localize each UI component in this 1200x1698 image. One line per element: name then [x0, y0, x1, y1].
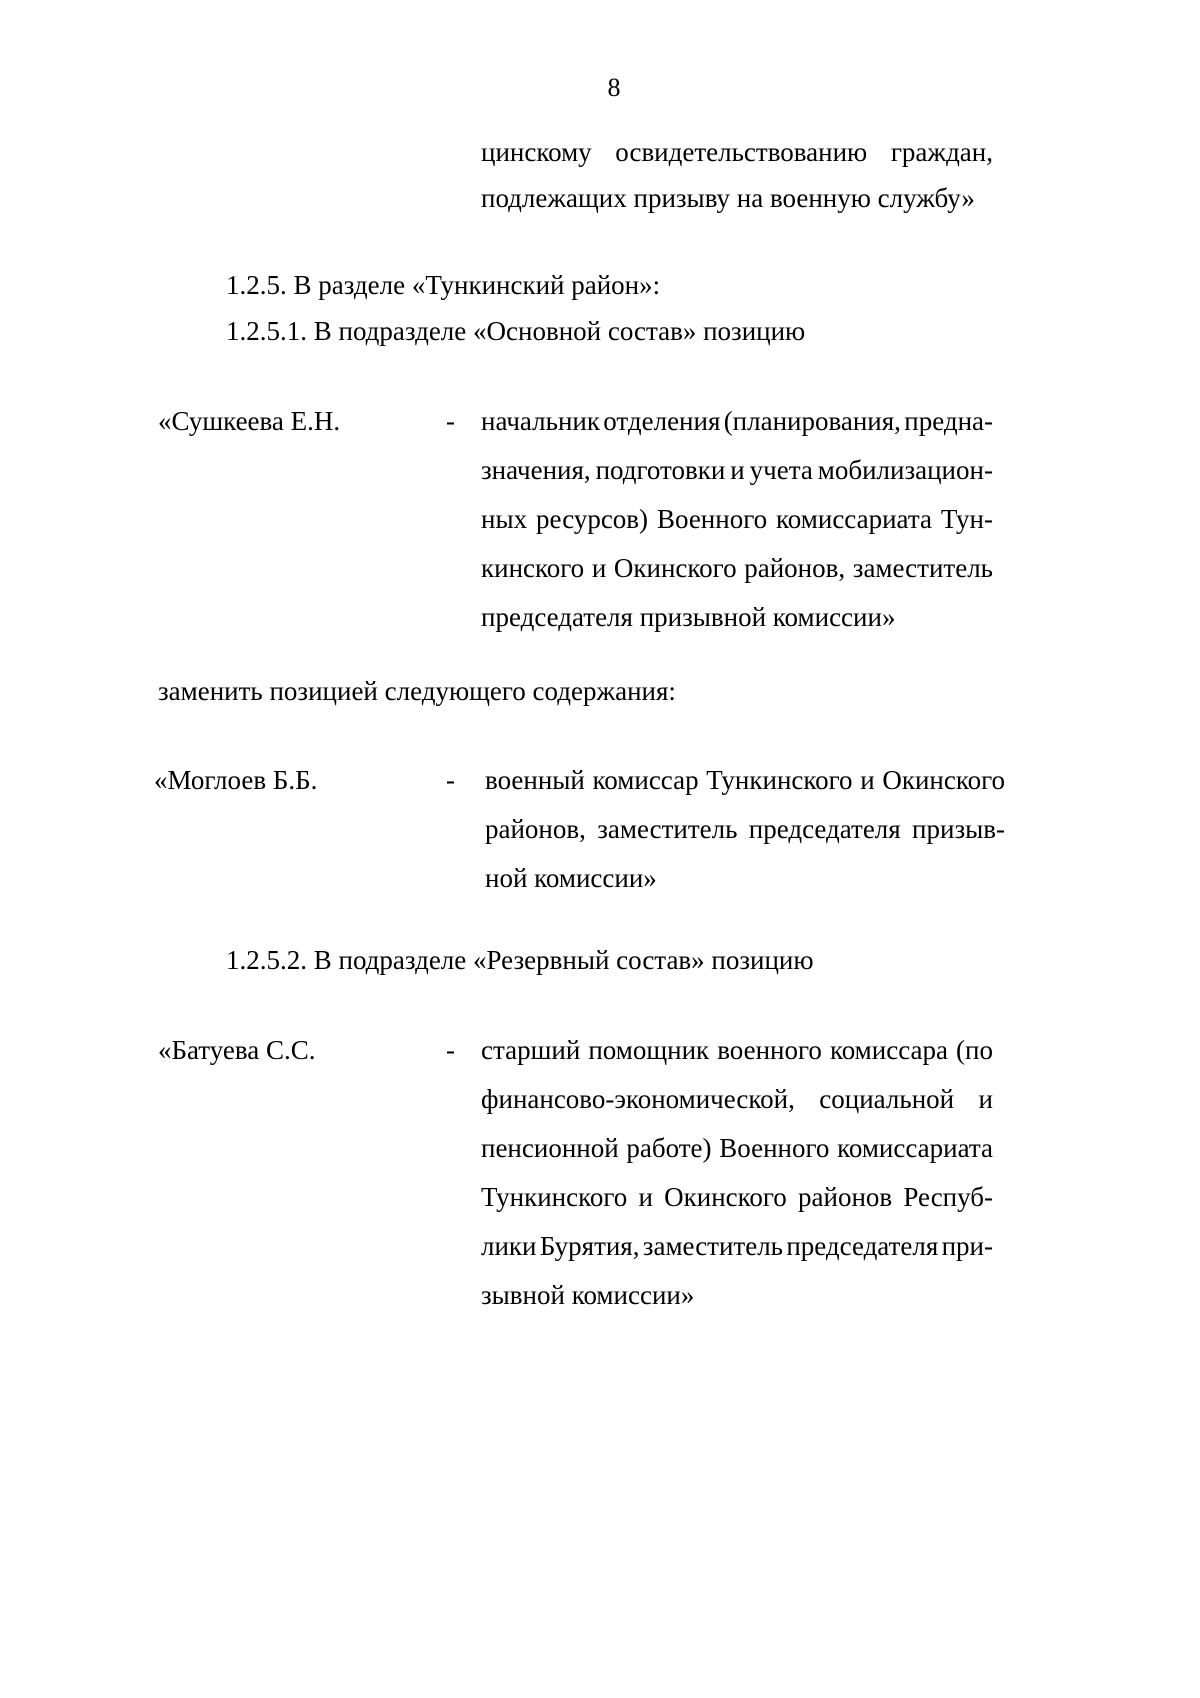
word: мобилизацион- — [817, 455, 993, 485]
entry-dash: - — [446, 765, 455, 795]
word: значения, — [481, 455, 591, 485]
word: и — [730, 455, 745, 485]
word: комиссара — [829, 1035, 948, 1065]
entry-line — [481, 1229, 993, 1278]
replace-instruction: заменить позицией следующего содержания: — [158, 676, 676, 706]
word: финансово-экономической, — [481, 1084, 795, 1114]
word: районов, — [744, 553, 846, 583]
entry-text-batueva — [481, 1033, 993, 1327]
word: и — [978, 1084, 993, 1114]
word: Военного — [656, 504, 768, 534]
word: Бурятия, — [539, 1231, 640, 1261]
word: ресурсов) — [536, 504, 649, 534]
word: и — [591, 553, 607, 583]
word: военного — [717, 1035, 822, 1065]
word: начальник — [481, 406, 600, 436]
word: (планирования, — [723, 406, 901, 436]
word: Окинского — [664, 1182, 787, 1212]
section-heading-1-2-5-1: 1.2.5.1. В подразделе «Основной состав» позицию — [226, 316, 806, 346]
entry-line — [481, 404, 993, 453]
entry-text-mogloev — [485, 763, 1005, 910]
continuation-line-2: подлежащих призыву на военную службу» — [481, 183, 975, 213]
word: кинского — [481, 553, 585, 583]
word: заместитель — [642, 1231, 783, 1261]
entry-line — [485, 812, 1005, 861]
word: комиссариата — [776, 504, 932, 534]
entry-last-line: председателя призывной комиссии» — [481, 602, 896, 632]
word: районов — [798, 1182, 893, 1212]
word: и — [860, 765, 875, 795]
word: военный — [485, 765, 585, 795]
entry-line — [481, 1131, 993, 1180]
word: Окинского — [882, 765, 1005, 795]
continuation-word: освидетельствованию — [615, 137, 868, 167]
entry-text-sushkeeva — [481, 404, 993, 649]
entry-line — [481, 1082, 993, 1131]
word: помощник — [588, 1035, 710, 1065]
entry-line — [481, 502, 993, 551]
word: учета — [749, 455, 813, 485]
entry-line — [481, 453, 993, 502]
entry-name-batueva: «Батуева С.С. — [158, 1035, 316, 1065]
word: Тункинского — [481, 1182, 628, 1212]
word: Окинского — [613, 553, 737, 583]
entry-line — [481, 1033, 993, 1082]
section-heading-1-2-5: 1.2.5. В разделе «Тункинский район»: — [226, 270, 661, 300]
continuation-word: граждан, — [890, 137, 993, 167]
word: работе) — [626, 1133, 712, 1163]
entry-dash: - — [446, 1035, 455, 1065]
word: Тун- — [940, 504, 993, 534]
word: председателя — [748, 814, 901, 844]
word: ных — [481, 504, 528, 534]
entry-line — [485, 763, 1005, 812]
entry-name-sushkeeva: «Сушкеева Е.Н. — [158, 406, 341, 436]
page-number: 8 — [607, 73, 621, 102]
word: заместитель — [597, 814, 738, 844]
word: предна- — [904, 406, 993, 436]
continuation-block — [481, 135, 993, 169]
word: комиссариата — [837, 1133, 993, 1163]
word: председателя — [786, 1231, 939, 1261]
entry-last-line: зывной комиссии» — [481, 1280, 695, 1310]
word: старший — [481, 1035, 581, 1065]
word: при- — [941, 1231, 993, 1261]
word: (по — [956, 1035, 993, 1065]
entry-line — [481, 1180, 993, 1229]
word: лики — [481, 1231, 537, 1261]
entry-dash: - — [446, 406, 455, 436]
word: отделения — [603, 406, 721, 436]
word: подготовки — [595, 455, 726, 485]
word: и — [638, 1182, 653, 1212]
word: Респуб- — [903, 1182, 993, 1212]
continuation-line-1 — [481, 135, 993, 169]
word: призыв- — [912, 814, 1005, 844]
word: комиссар — [592, 765, 699, 795]
word: районов, — [485, 814, 586, 844]
entry-name-mogloev: «Моглоев Б.Б. — [154, 765, 318, 795]
word: социальной — [819, 1084, 955, 1114]
entry-line — [481, 551, 993, 600]
word: Военного — [719, 1133, 830, 1163]
word: пенсионной — [481, 1133, 619, 1163]
continuation-word: цинскому — [481, 137, 592, 167]
section-heading-1-2-5-2: 1.2.5.2. В подразделе «Резервный состав» позицию — [226, 945, 814, 975]
word: Тункинского — [706, 765, 853, 795]
entry-last-line: ной комиссии» — [485, 863, 657, 893]
word: заместитель — [852, 553, 993, 583]
